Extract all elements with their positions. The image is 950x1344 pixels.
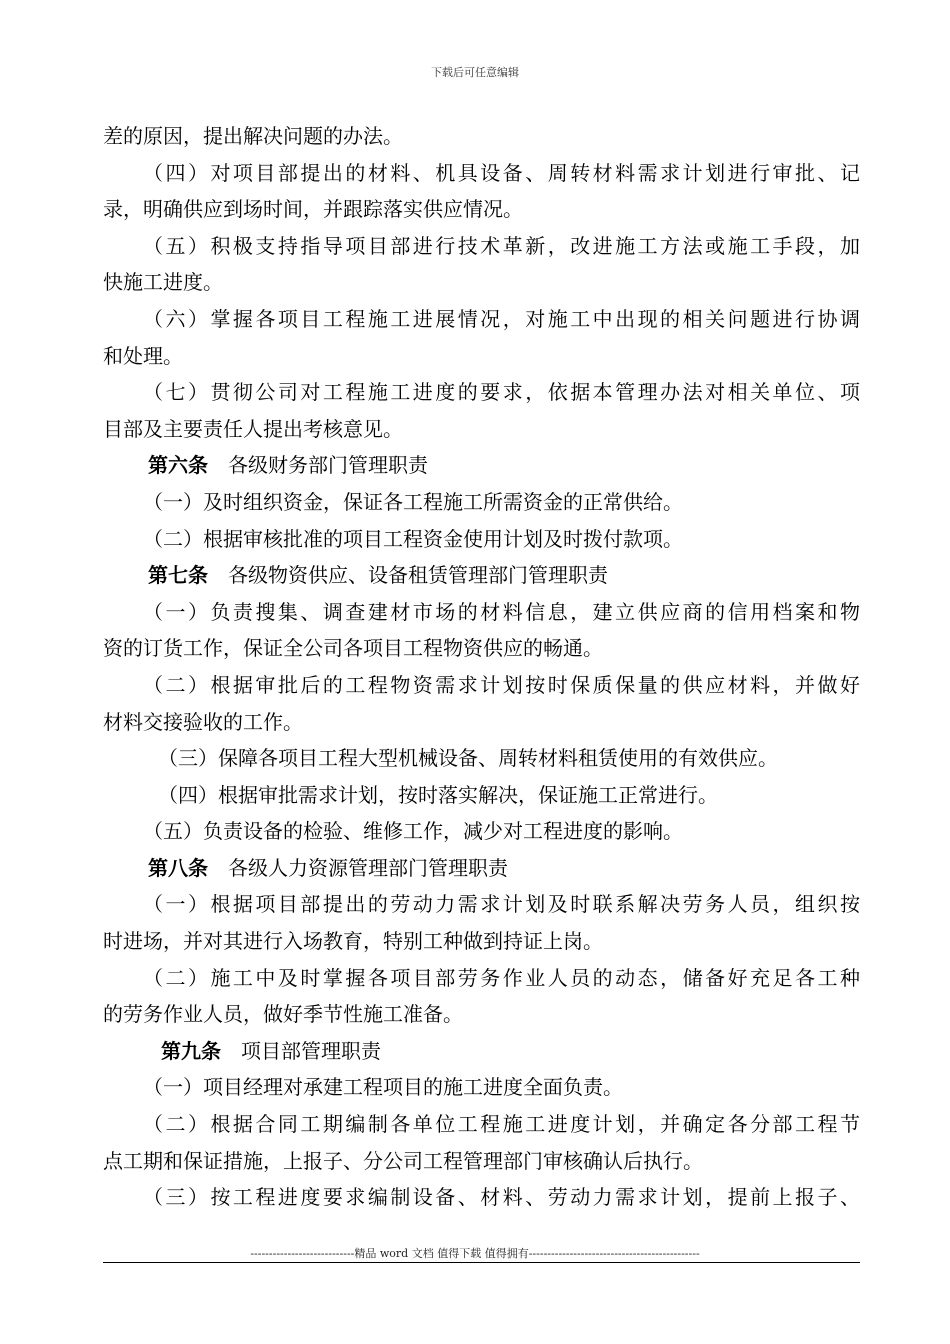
paragraph-line: 时进场，并对其进行入场教育，特别工种做到持证上岗。 xyxy=(103,929,603,954)
paragraph-line: 和处理。 xyxy=(103,343,183,368)
paragraph-line: （二）根据合同工期编制各单位工程施工进度计划，并确定各分部工程节 xyxy=(143,1112,860,1137)
paragraph-line: 的劳务作业人员，做好季节性施工准备。 xyxy=(103,1002,463,1027)
article-number: 第六条 xyxy=(148,453,208,478)
paragraph-line: （五）负责设备的检验、维修工作，减少对工程进度的影响。 xyxy=(143,819,683,844)
paragraph-line: （一）及时组织资金，保证各工程施工所需资金的正常供给。 xyxy=(143,489,683,514)
paragraph-line: （一）项目经理对承建工程项目的施工进度全面负责。 xyxy=(143,1075,623,1100)
paragraph-line: 点工期和保证措施，上报子、分公司工程管理部门审核确认后执行。 xyxy=(103,1148,703,1173)
article-number: 第九条 xyxy=(161,1038,221,1063)
article-title: 各级物资供应、设备租赁管理部门管理职责 xyxy=(228,563,608,588)
article-title: 项目部管理职责 xyxy=(241,1038,381,1063)
paragraph-line: 差的原因，提出解决问题的办法。 xyxy=(103,124,403,148)
paragraph-line: （三）按工程进度要求编制设备、材料、劳动力需求计划，提前上报子、 xyxy=(143,1185,860,1210)
paragraph-line: 材料交接验收的工作。 xyxy=(103,709,303,734)
article-number: 第八条 xyxy=(148,855,208,880)
footer-divider xyxy=(103,1262,860,1263)
paragraph-line: （四）根据审批需求计划，按时落实解决，保证施工正常进行。 xyxy=(158,782,718,807)
paragraph-line: 资的订货工作，保证全公司各项目工程物资供应的畅通。 xyxy=(103,636,603,661)
article-heading xyxy=(103,557,860,594)
paragraph-line: （二）施工中及时掌握各项目部劳务作业人员的动态，储备好充足各工种 xyxy=(143,965,860,990)
paragraph-line: （五）积极支持指导项目部进行技术革新，改进施工方法或施工手段，加 xyxy=(143,233,860,258)
paragraph-line: （二）根据审核批准的项目工程资金使用计划及时拨付款项。 xyxy=(143,526,683,551)
article-heading xyxy=(103,850,860,887)
paragraph-line: 快施工进度。 xyxy=(103,270,223,295)
paragraph-line: （七）贯彻公司对工程施工进度的要求，依据本管理办法对相关单位、项 xyxy=(143,380,860,405)
page-header: 下载后可任意编辑 xyxy=(431,66,519,79)
article-heading xyxy=(103,447,860,484)
article-title: 各级人力资源管理部门管理职责 xyxy=(228,855,508,880)
paragraph-line: 录，明确供应到场时间，并跟踪落实供应情况。 xyxy=(103,197,523,222)
paragraph-line: （四）对项目部提出的材料、机具设备、周转材料需求计划进行审批、记 xyxy=(143,160,860,185)
paragraph-line: （二）根据审批后的工程物资需求计划按时保质保量的供应材料，并做好 xyxy=(143,672,860,697)
paragraph-line: （六）掌握各项目工程施工进展情况，对施工中出现的相关问题进行协调 xyxy=(143,306,860,331)
document-body xyxy=(103,118,860,1216)
paragraph-line: （一）根据项目部提出的劳动力需求计划及时联系解决劳务人员，组织按 xyxy=(143,892,860,917)
article-title: 各级财务部门管理职责 xyxy=(228,453,428,478)
article-heading xyxy=(103,1033,860,1070)
paragraph-line: 目部及主要责任人提出考核意见。 xyxy=(103,416,403,441)
page-footer: ----------------------------精品 word 文档 值得下载 值得拥有---------------------------------------------- xyxy=(250,1247,700,1260)
article-number: 第七条 xyxy=(148,563,208,588)
paragraph-line: （一）负责搜集、调查建材市场的材料信息，建立供应商的信用档案和物 xyxy=(143,599,860,624)
paragraph-line: （三）保障各项目工程大型机械设备、周转材料租赁使用的有效供应。 xyxy=(158,746,778,771)
